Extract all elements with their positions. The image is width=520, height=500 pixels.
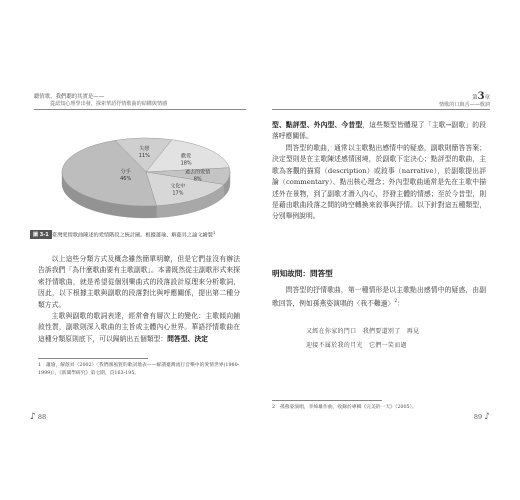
pie-slice-value: 17% bbox=[172, 190, 184, 197]
lyric-line-1: 又經在你家的門口 我們要道別了 再見 bbox=[306, 328, 420, 335]
header-rule-right bbox=[272, 109, 490, 110]
figure-badge: 圖 3-1 bbox=[30, 230, 52, 239]
figure-caption-footnote-ref: 1 bbox=[212, 230, 216, 235]
pie-slice-label: 分手 bbox=[120, 169, 131, 176]
left-paragraph-1: 以上這些分類方式及概念雖然簡單明瞭，但是它們並沒有辦法告訴我們「為什麼歌曲要有主歌副歌」。本書既然從主副歌形式來探索抒情歌曲，就是希望從個別樂曲式的段落設計原理來分析歌詞，因此，以下根據主歌與副歌的段落對比與呼應關係，提出第二種分類方式。 bbox=[38, 255, 240, 309]
footnote-rule-right bbox=[272, 400, 382, 401]
music-note-icon: ♪ bbox=[484, 412, 490, 422]
pie-slice-label: 文化中 bbox=[170, 183, 186, 190]
page-number-right bbox=[474, 412, 490, 422]
figure-caption bbox=[52, 230, 215, 239]
pie-chart bbox=[56, 128, 236, 230]
running-head-title: 聽情歌，我們聽的其實是—— bbox=[34, 94, 105, 100]
running-head-chapter-title: 情歌的口與舌——歌詞 bbox=[439, 102, 490, 108]
right-paragraph-2: 問答型的歌曲，通常以主歌點出感情中的疑惑，副歌則簡答答案；決定型則是在主歌陳述感情困境，於副歌下定決心；點評型的歌曲，主歌為客觀的描寫（description）或敘事（narrative），於副歌提出評論（commentary）、點出核心理念；外內型歌曲通常是先在主歌中描述外在景物，到了副歌才潛入內心，抒發主體的情感；至於今昔型，則是藉由歌曲段落之間的時空轉換來敘事與抒情。以下針對這五種類型，分別舉例說明。 bbox=[272, 144, 486, 221]
footnote-rule-left bbox=[38, 358, 148, 359]
right-paragraph-3-colon: ： bbox=[397, 299, 405, 308]
chapter-suffix: 章 bbox=[484, 95, 490, 101]
header-rule-left bbox=[34, 109, 246, 110]
left-paragraph-2-bold: 問答型、決定 bbox=[167, 334, 208, 343]
figure-caption-text: 臺灣愛情歌曲陳述的愛情階段之統計圖。根據蕭瑜、解蔭昇之論文繪製 bbox=[52, 232, 213, 239]
pie-slice-value: 8% bbox=[193, 176, 202, 183]
running-head-subtitle: 從認知心理學出發，探索華語抒情歌曲的結構與情感 bbox=[50, 101, 168, 107]
right-paragraph-3-footnote-ref: 2 bbox=[394, 299, 398, 305]
pie-slice-value: 11% bbox=[138, 152, 150, 159]
right-paragraph-3-text: 問答型的抒情歌曲，第一種情形是以主歌點出感情中的疑惑，由副歌回答，例如孫燕姿演唱的〈我不難過〉 bbox=[272, 286, 486, 308]
right-paragraph-1 bbox=[272, 120, 486, 143]
footnote-1: 1 蕭瑜，解蔭昇（2002）〈我們國風賀的歌詞地表——解讀臺灣流行音樂中的愛情世界(1980-1999)〉，《新聞學研究》第七期，頁163-195。 bbox=[38, 363, 240, 376]
page-number-right-text: 89 bbox=[473, 413, 483, 421]
page-number-left bbox=[30, 412, 46, 422]
chapter-prefix: 第 bbox=[472, 95, 478, 101]
pie-slice-label: 失戀 bbox=[139, 145, 150, 152]
lyric-line-2: 迎接不属於我的月光 它們一笑而過 bbox=[306, 342, 407, 349]
right-paragraph-3 bbox=[272, 285, 486, 310]
right-paragraph-1-text: ，這些類型皆體現了「主歌→副歌」的段落呼應關係。 bbox=[272, 121, 486, 141]
left-paragraph-2-text: 主歌與副歌的歌詞表達，經常會有層次上的變化：主歌傾向鋪敘性質，副歌則深入歌曲的主旨或主體內心世界。華語抒情歌曲在這種分類原則底下，可以歸納出五個類型： bbox=[38, 312, 240, 343]
footnote-2: 2 孫燕姿演唱，李焯雄作曲，收錄於專輯《完美的一天》（2005）。 bbox=[272, 405, 417, 410]
page-number-left-text: 88 bbox=[37, 413, 47, 421]
left-paragraph-2 bbox=[38, 311, 240, 345]
pie-slice-value: 18% bbox=[180, 160, 192, 167]
pie-slice-value: 46% bbox=[120, 176, 132, 183]
section-heading: 明知故問：問答型 bbox=[272, 269, 333, 278]
chapter-number: 3 bbox=[477, 91, 485, 102]
right-paragraph-1-bold: 型、點評型、外內型、今昔型 bbox=[272, 121, 363, 129]
pie-slice-label: 過去的愛情 bbox=[185, 169, 211, 176]
pie-slice-label: 歡愛 bbox=[181, 153, 192, 160]
music-note-icon: ♪ bbox=[30, 412, 36, 422]
